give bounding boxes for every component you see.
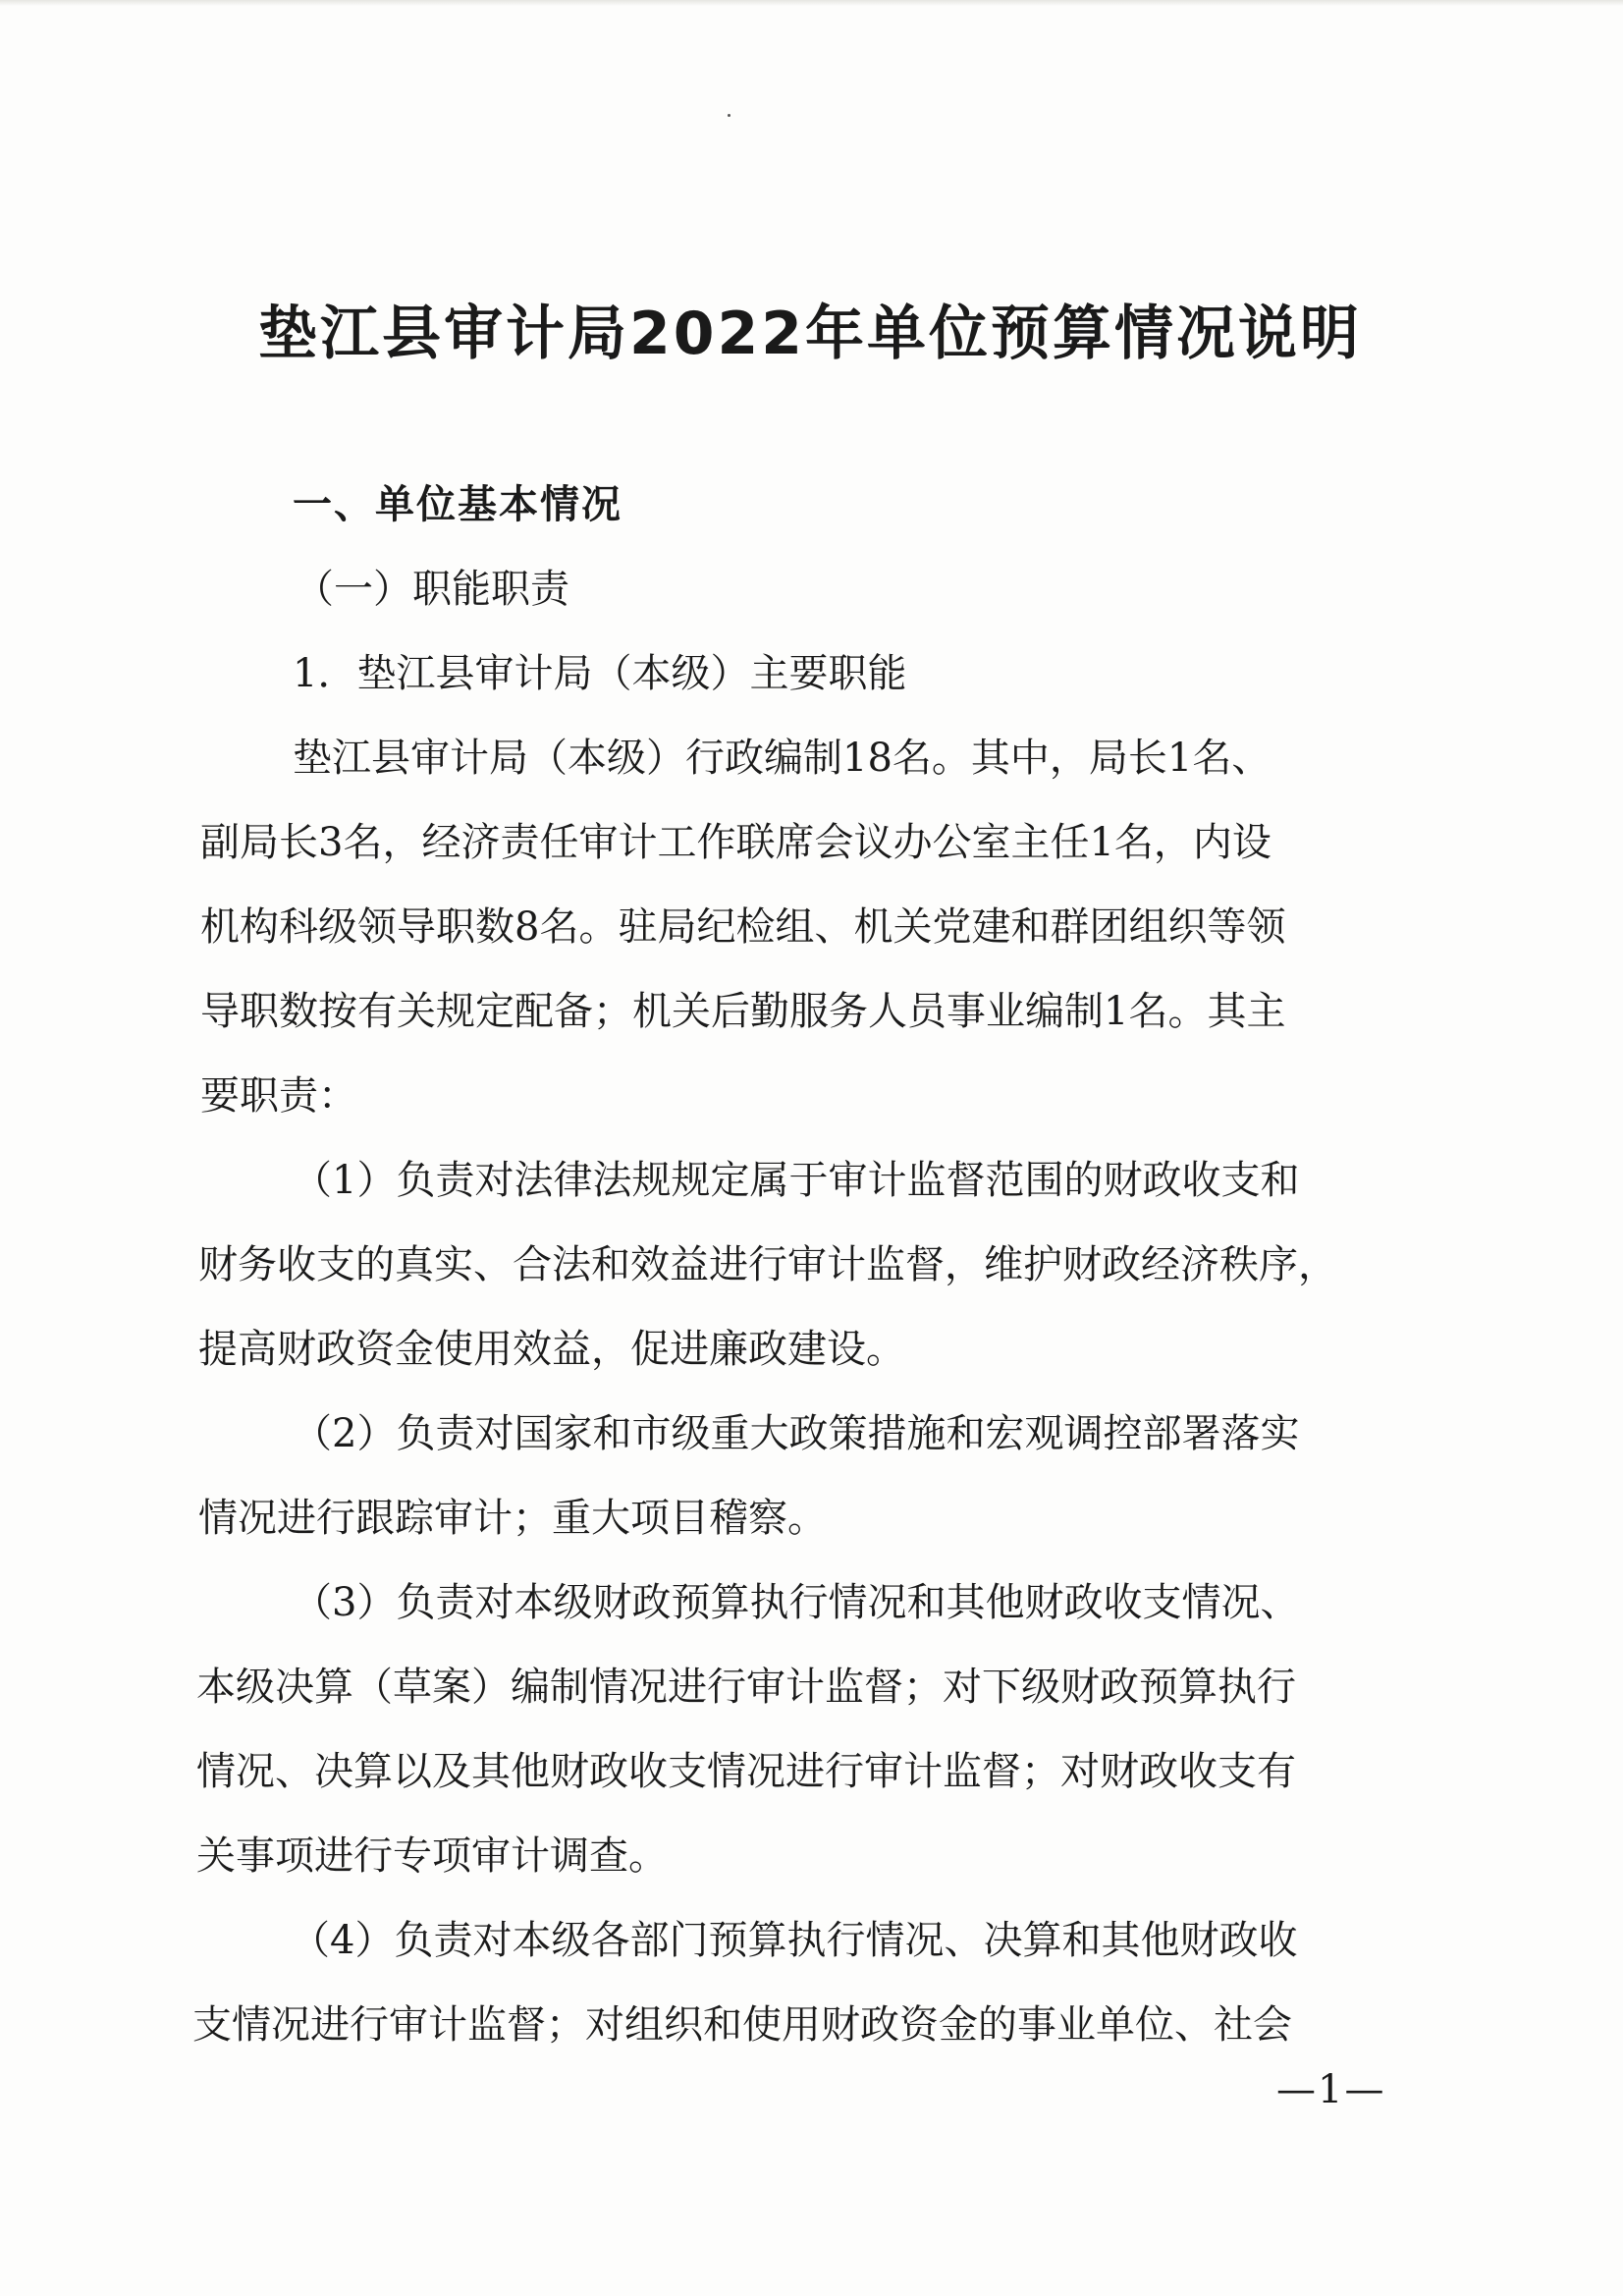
scan-edge xyxy=(0,0,1623,6)
body-line: （1）负责对法律法规规定属于审计监督范围的财政收支和 xyxy=(293,1158,1300,1203)
scan-speck xyxy=(728,114,730,117)
body-line: 支情况进行审计监督；对组织和使用财政资金的事业单位、社会 xyxy=(192,2002,1292,2048)
body-line: 情况、决算以及其他财政收支情况进行审计监督；对财政收支有 xyxy=(196,1749,1296,1794)
body-line: 垫江县审计局（本级）行政编制18名。其中，局长1名、 xyxy=(293,736,1271,781)
section-heading: 一、单位基本情况 xyxy=(293,482,622,527)
subsection-heading: （一）职能职责 xyxy=(295,567,569,612)
page-number: —1— xyxy=(1276,2067,1386,2112)
body-line: （2）负责对国家和市级重大政策措施和宏观调控部署落实 xyxy=(293,1411,1300,1456)
body-line: 情况进行跟踪审计；重大项目稽察。 xyxy=(198,1496,827,1541)
item-heading: 1．垫江县审计局（本级）主要职能 xyxy=(293,651,907,696)
body-line: 机构科级领导职数8名。驻局纪检组、机关党建和群团组织等领 xyxy=(200,904,1286,950)
body-line: （3）负责对本级财政预算执行情况和其他财政收支情况、 xyxy=(293,1580,1300,1625)
body-line: 要职责： xyxy=(200,1073,357,1119)
body-line: 财务收支的真实、合法和效益进行审计监督，维护财政经济秩序， xyxy=(198,1242,1337,1287)
document-title: 垫江县审计局2022年单位预算情况说明 xyxy=(258,300,1362,368)
body-line: （4）负责对本级各部门预算执行情况、决算和其他财政收 xyxy=(291,1918,1298,1963)
body-line: 提高财政资金使用效益，促进廉政建设。 xyxy=(198,1327,905,1372)
body-line: 本级决算（草案）编制情况进行审计监督；对下级财政预算执行 xyxy=(196,1665,1296,1710)
body-line: 关事项进行专项审计调查。 xyxy=(196,1833,668,1879)
body-line: 副局长3名，经济责任审计工作联席会议办公室主任1名，内设 xyxy=(200,820,1271,865)
body-line: 导职数按有关规定配备；机关后勤服务人员事业编制1名。其主 xyxy=(200,989,1286,1034)
